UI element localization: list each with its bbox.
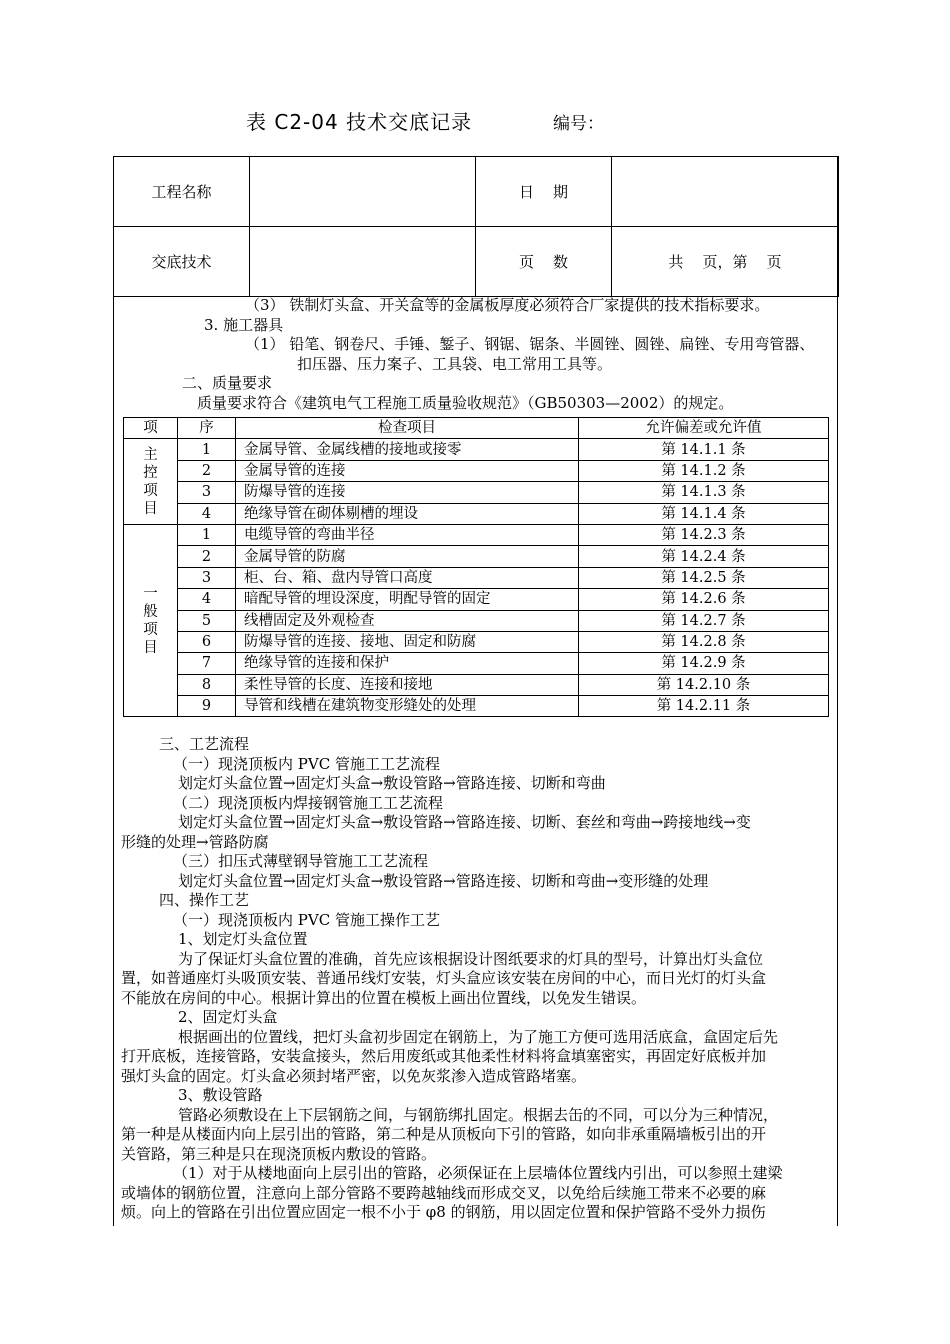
paragraph-line: 或墙体的钢筋位置，注意向上部分管路不要跨越轴线而形成交叉，以免给后续施工带来不必要的麻 [121,1183,767,1202]
subsection-title: （三）扣压式薄壁钢导管施工工艺流程 [173,852,429,870]
row-value: 第 14.2.4 条 [579,546,829,567]
project-name-value [250,157,476,227]
quality-table-header [124,418,829,439]
row-value: 第 14.2.5 条 [579,567,829,588]
section-heading: 四、操作工艺 [159,891,250,909]
process-flow: 划定灯头盒位置→固定灯头盒→敷设管路→管路连接、切断和弯曲 [178,774,606,792]
row-item: 金属导管、金属线槽的接地或接零 [236,439,579,460]
row-item: 防爆导管的连接、接地、固定和防腐 [236,631,579,652]
row-value: 第 14.2.11 条 [579,696,829,717]
intro-line: 3. 施工器具 [204,315,284,334]
paragraph-line: 管路必须敷设在上下层钢筋之间，与钢筋绑扎固定。根据去缶的不同，可以分为三种情况， [178,1105,779,1124]
row-number: 3 [178,482,236,503]
row-value: 第 14.2.6 条 [579,589,829,610]
row-item: 导管和线槽在建筑物变形缝处的处理 [236,696,579,717]
table-row [124,524,829,545]
table-row [124,567,829,588]
intro-line: （1） 铅笔、钢卷尺、手锤、錾子、钢锯、锯条、半圆锉、圆锉、扁锉、专用弯管器、 [245,335,815,353]
process-flow: 形缝的处理→管路防腐 [121,832,269,851]
section-heading: 二、质量要求 [182,374,273,392]
info-row-project [114,157,839,227]
table-row [124,460,829,481]
row-value: 第 14.1.2 条 [579,460,829,481]
process-section [121,735,833,1223]
row-number: 2 [178,546,236,567]
table-row [124,631,829,652]
paragraph-line: 为了保证灯头盒位置的准确，首先应该根据设计图纸要求的灯具的型号，计算出灯头盒位 [178,949,764,968]
row-item: 金属导管的连接 [236,460,579,481]
date-label: 日 期 [476,157,612,227]
row-value: 第 14.1.4 条 [579,503,829,524]
row-number: 1 [178,439,236,460]
row-number: 4 [178,589,236,610]
row-number: 4 [178,503,236,524]
quality-table [123,417,829,717]
row-value: 第 14.2.7 条 [579,610,829,631]
table-row [124,482,829,503]
intro-line: 扣压器、压力案子、工具袋、电工常用工具等。 [297,354,613,373]
row-item: 电缆导管的弯曲半径 [236,524,579,545]
paragraph-line: 不能放在房间的中心。根据计算出的位置在模板上画出位置线，以免发生错误。 [121,988,647,1007]
row-number: 1 [178,524,236,545]
date-value [612,157,839,227]
row-number: 2 [178,460,236,481]
serial-number-label: 编号： [553,114,604,134]
row-number: 8 [178,674,236,695]
col-header-category: 项 [124,418,178,439]
paragraph-line: （1）对于从楼地面向上层引出的管路，必须保证在上层墙体位置线内引出，可以参照土建梁 [173,1164,783,1182]
row-number: 3 [178,567,236,588]
table-row [124,610,829,631]
table-row [124,503,829,524]
col-header-item: 检查项目 [236,418,579,439]
row-value: 第 14.1.1 条 [579,439,829,460]
document-title: 表 C2-04 技术交底记录 [246,110,473,134]
subsection-title: （二）现浇顶板内焊接钢管施工工艺流程 [173,793,444,812]
tech-value [250,227,476,297]
paragraph-line: 关管路，第三种是只在现浇顶板内敷设的管路。 [121,1144,437,1163]
col-header-number: 序 [178,418,236,439]
row-number: 9 [178,696,236,717]
row-value: 第 14.2.8 条 [579,631,829,652]
table-row [124,439,829,460]
paragraph-line: 烦。向上的管路在引出位置应固定一根不小于 φ8 的钢筋，用以固定位置和保护管路不受外力损伤 [121,1203,766,1221]
row-item: 线槽固定及外观检查 [236,610,579,631]
tech-label: 交底技术 [114,227,250,297]
paragraph-line: 打开底板，连接管路，安装盒接头，然后用废纸或其他柔性材料将盒填塞密实，再固定好底板并加 [121,1047,767,1065]
pages-value: 共 页，第 页 [612,227,839,297]
paragraph-line: 强灯头盒的固定。灯头盒必须封堵严密，以免灰浆渗入造成管路堵塞。 [121,1066,587,1085]
row-value: 第 14.2.9 条 [579,653,829,674]
row-value: 第 14.1.3 条 [579,482,829,503]
subsection-title: （一）现浇顶板内 PVC 管施工操作工艺 [173,910,440,929]
row-number: 7 [178,653,236,674]
general-group-label: 一 般 项 目 [124,524,178,717]
step-title: 3、敷设管路 [178,1086,263,1104]
row-number: 5 [178,610,236,631]
row-number: 6 [178,631,236,652]
intro-section [121,296,833,413]
row-item: 金属导管的防腐 [236,546,579,567]
table-row [124,589,829,610]
table-row [124,696,829,717]
row-item: 绝缘导管在砌体剔槽的埋设 [236,503,579,524]
document-header [0,106,950,134]
table-row [124,546,829,567]
step-title: 2、固定灯头盒 [178,1008,278,1026]
info-table [113,156,839,297]
row-item: 柜、台、箱、盘内导管口高度 [236,567,579,588]
section-heading: 三、工艺流程 [159,735,250,753]
subsection-title: （一）现浇顶板内 PVC 管施工工艺流程 [173,754,440,773]
project-name-label: 工程名称 [114,157,250,227]
table-row [124,674,829,695]
pages-label: 页 数 [476,227,612,297]
row-item: 暗配导管的埋设深度，明配导管的固定 [236,589,579,610]
info-row-tech [114,227,839,297]
table-row [124,653,829,674]
row-value: 第 14.2.10 条 [579,674,829,695]
paragraph-line: 根据画出的位置线，把灯头盒初步固定在钢筋上，为了施工方便可选用活底盒，盒固定后先 [178,1027,779,1046]
col-header-value: 允许偏差或允许值 [579,418,829,439]
intro-line: （3） 铁制灯头盒、开关盒等的金属板厚度必须符合厂家提供的技术指标要求。 [245,296,770,314]
paragraph-line: 第一种是从楼面内向上层引出的管路，第二种是从顶板向下引的管路，如向非承重隔墙板引出的开 [121,1125,767,1143]
row-item: 绝缘导管的连接和保护 [236,653,579,674]
step-title: 1、划定灯头盒位置 [178,930,308,948]
process-flow: 划定灯头盒位置→固定灯头盒→敷设管路→管路连接、切断、套丝和弯曲→跨接地线→变 [178,813,751,831]
row-item: 柔性导管的长度、连接和接地 [236,674,579,695]
paragraph-line: 置，如普通座灯头吸顶安装、普通吊线灯安装，灯头盒应该安装在房间的中心，而日光灯的灯头盒 [121,969,767,987]
intro-line: 质量要求符合《建筑电气工程施工质量验收规范》（GB50303—2002）的规定。 [197,393,734,412]
process-flow: 划定灯头盒位置→固定灯头盒→敷设管路→管路连接、切断和弯曲→变形缝的处理 [178,871,709,890]
row-value: 第 14.2.3 条 [579,524,829,545]
main-control-group-label: 主 控 项 目 [124,439,178,525]
row-item: 防爆导管的连接 [236,482,579,503]
